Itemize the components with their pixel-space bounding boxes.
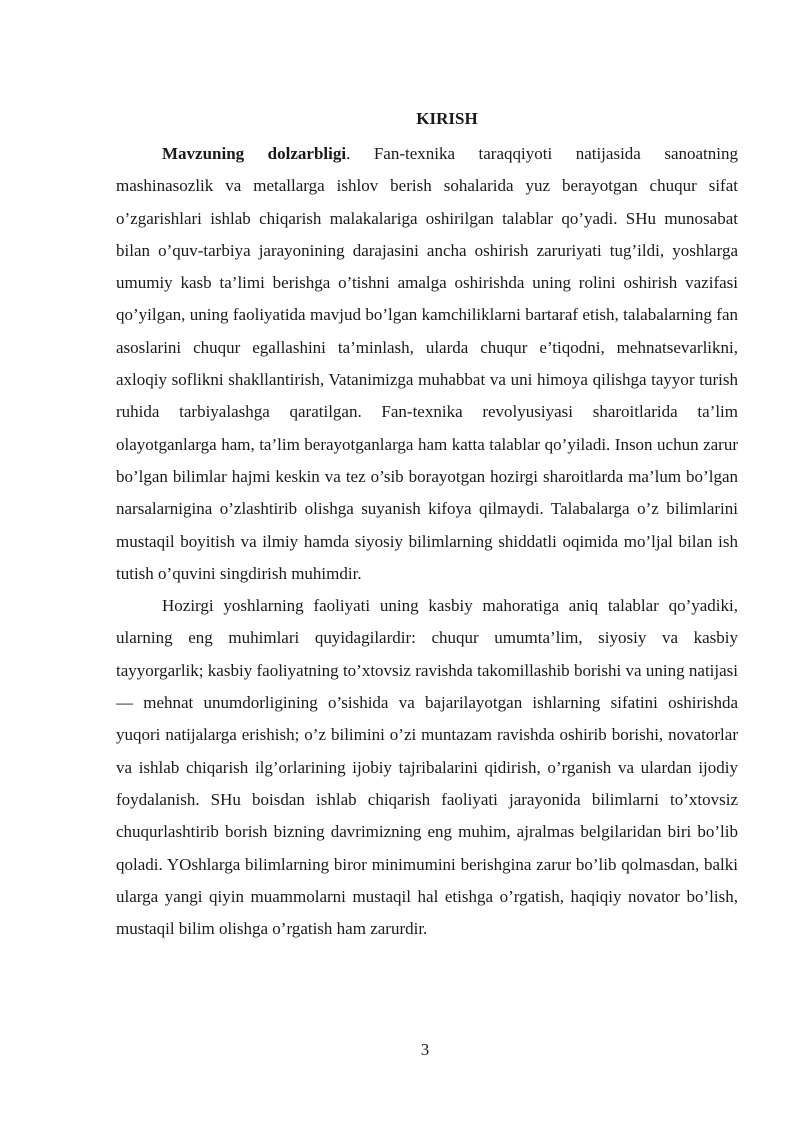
page-title: KIRISH xyxy=(416,109,478,128)
paragraph-lead: Mavzuning dolzarbligi xyxy=(162,144,347,163)
paragraph-youth-activity: Hozirgi yoshlarning faoliyati uning kasbiy mahoratiga aniq talablar qo’yadiki, ularning eng muhimlari quyidagilardir: chuqur umumta’lim, siyosiy va kasbiy tayyorgarlik; kasbiy faoliyatning to’xtovsiz ravishda takomillashib borishi va uning natijasi — mehnat unumdorligining o’sishida va bajarilayotgan ishlarning sifatini oshirishda yuqori natijalarga erishish; o’z bilimini o’zi muntazam ravishda oshirib borishi, novatorlar va ishlab chiqarish ilg’orlarining ijobiy tajribalarini qidirish, o’rganish va ulardan ijodiy foydalanish. SHu boisdan ishlab chiqarish faoliyati jarayonida bilimlarni to’xtovsiz chuqurlashtirib borish bizning davrimizning eng muhim, ajralmas belgilaridan biri bo’lib qoladi. YOshlarga bilimlarning biror minimumini berishgina zarur bo’lib qolmasdan, balki ularga yangi qiyin muammolarni mustaqil hal etishga o’rgatish, haqiqiy novator bo’lish, mustaqil bilim olishga o’rgatish ham zarurdir. xyxy=(116,596,738,939)
document-page xyxy=(116,108,738,945)
paragraph-body: . Fan-texnika taraqqiyoti natijasida sanoatning mashinasozlik va metallarga ishlov berish sohalarida yuz berayotgan chuqur sifat o’zgarishlari ishlab chiqarish malakalariga oshirilgan talablar qo’yadi. SHu munosabat bilan o’quv-tarbiya jarayonining darajasini ancha oshirish zaruriyati tug’ildi, yoshlarga umumiy kasb ta’limi berishga o’tishni amalga oshirishda uning rolini oshirish vazifasi qo’yilgan, uning faoliyatida mavjud bo’lgan kamchiliklarni bartaraf etish, talabalarning fan asoslarini chuqur egallashini ta’minlash, ularda chuqur e’tiqodni, mehnatsevarlikni, axloqiy soflikni shakllantirish, Vatanimizga muhabbat va uni himoya qilishga tayyor turish ruhida tarbiyalashga qaratilgan. Fan-texnika revolyusiyasi sharoitlarida ta’lim olayotganlarga ham, ta’lim berayotganlarga ham katta talablar qo’yiladi. Inson uchun zarur bo’lgan bilimlar hajmi keskin va tez o’sib borayotgan hozirgi sharoitlarda ma’lum bo’lgan narsalarnigina o’zlashtirib olishga suyanish kifoya qilmaydi. Talabalarga o’z bilimlarini mustaqil boyitish va ilmiy hamda siyosiy bilimlarning shiddatli oqimida mo’ljal bilan ish tutish o’quvini singdirish muhimdir. xyxy=(116,144,738,583)
paragraph-relevance xyxy=(116,138,738,590)
page-number: 3 xyxy=(420,1040,430,1059)
